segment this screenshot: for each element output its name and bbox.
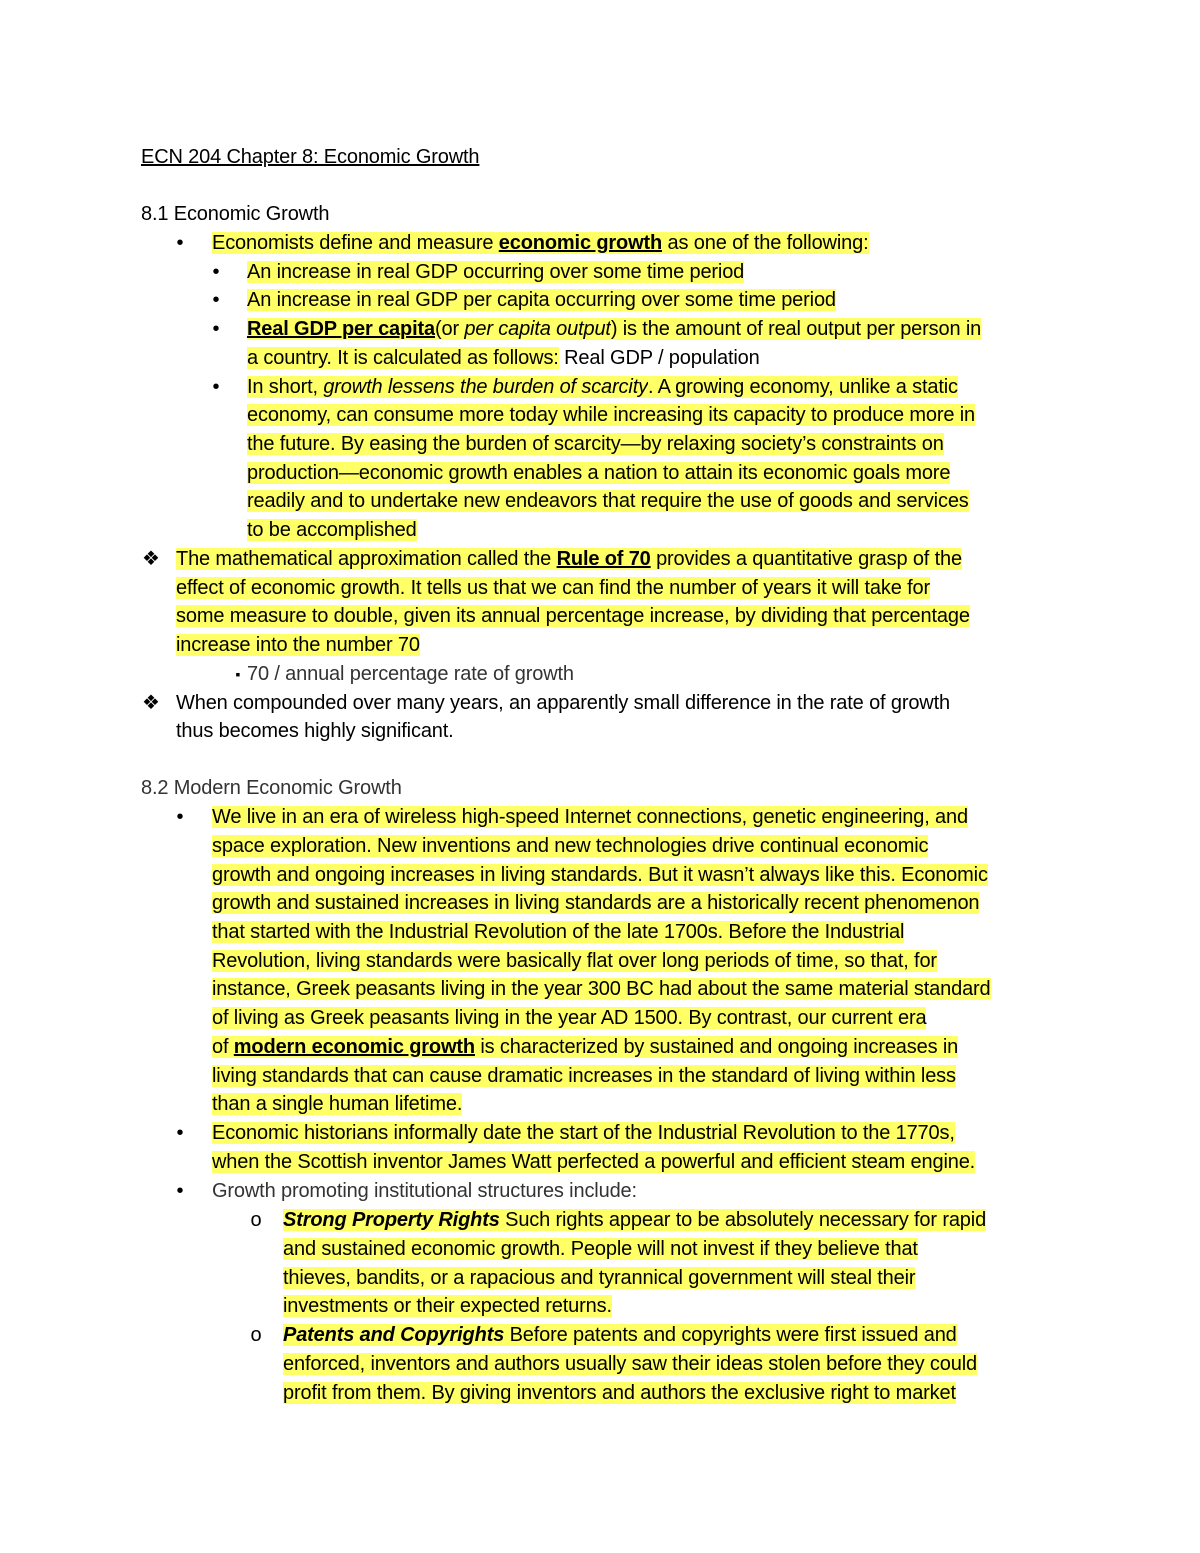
list-item-continuation [212,832,928,860]
list-item-continuation [212,1062,956,1090]
text-run: production—economic growth enables a nation to attain its economic goals more [247,462,951,484]
text-run: instance, Greek peasants living in the year 300 BC had about the same material standard [212,978,991,1000]
square-bullet-icon: ▪ [235,666,241,682]
text-run: Before patents and copyrights were first issued and [504,1324,957,1346]
text-run: as one of the following: [662,232,869,254]
list-item: When compounded over many years, an apparently small difference in the rate of growth [176,692,950,714]
list-item-continuation [212,1090,462,1118]
text-run: The mathematical approximation called the [176,548,557,570]
list-item-continuation [212,1033,958,1061]
text-run: Real GDP / population [558,347,760,369]
text-run: thieves, bandits, or a rapacious and tyrannical government will steal their [283,1267,916,1289]
text-run: Revolution, living standards were basically flat over long periods of time, so that, for [212,950,937,972]
list-item-continuation [176,602,970,630]
text-run: the future. By easing the burden of scarcity—by relaxing society’s constraints on [247,433,944,455]
list-item-continuation [247,516,417,544]
text-run: than a single human lifetime. [212,1093,463,1115]
bullet-marker: • [212,376,220,398]
text-run: and sustained economic growth. People will not invest if they believe that [283,1238,918,1260]
list-item-continuation [212,947,937,975]
bullet-marker: • [176,1122,184,1144]
circle-bullet-icon: o [250,1324,262,1346]
text-run: per capita output [464,318,611,340]
list-item [212,803,968,831]
list-item: 70 / annual percentage rate of growth [247,663,574,685]
text-run: of [212,1036,234,1058]
text-run: to be accomplished [247,519,417,541]
text-run: that started with the Industrial Revolution of the late 1700s. Before the Industrial [212,921,905,943]
text-run: provides a quantitative grasp of the [650,548,962,570]
circle-bullet-icon: o [250,1209,262,1231]
key-term: economic growth [498,232,663,254]
list-item [283,1321,957,1349]
text-run: . A growing economy, unlike a static [647,376,958,398]
key-term: Patents and Copyrights [283,1324,505,1346]
diamond-bullet-icon: ❖ [142,548,160,570]
list-item-continuation: thus becomes highly significant. [176,720,454,742]
list-item-continuation [176,631,420,659]
key-term: Rule of 70 [556,548,651,570]
diamond-bullet-icon: ❖ [142,692,160,714]
list-item-continuation [212,1004,926,1032]
text-run: growth and sustained increases in living standards are a historically recent phenomenon [212,892,980,914]
page-title: ECN 204 Chapter 8: Economic Growth [141,146,480,168]
list-item-continuation [247,487,969,515]
key-term: Real GDP per capita [247,318,435,340]
list-item [247,258,744,286]
text-run: growth lessens the burden of scarcity [323,376,648,398]
list-item-continuation [212,975,991,1003]
bullet-marker: • [176,806,184,828]
list-item-continuation [212,889,979,917]
text-run: effect of economic growth. It tells us that we can find the number of years it will take for [176,577,930,599]
text-run: Economists define and measure [212,232,499,254]
text-run: investments or their expected returns. [283,1295,612,1317]
text-run: economy, can consume more today while increasing its capacity to produce more in [247,404,975,426]
list-item-continuation [176,574,930,602]
text-run: some measure to double, given its annual percentage increase, by dividing that percentage [176,605,970,627]
text-run: space exploration. New inventions and new technologies drive continual economic [212,835,929,857]
list-item [247,315,981,343]
bullet-marker: • [176,1180,184,1202]
text-run: growth and ongoing increases in living standards. But it wasn’t always like this. Economic [212,864,988,886]
text-run: of living as Greek peasants living in the year AD 1500. By contrast, our current era [212,1007,927,1029]
text-run: is characterized by sustained and ongoing increases in [474,1036,959,1058]
list-item-continuation [212,1148,975,1176]
text-run: An increase in real GDP occurring over some time period [247,261,745,283]
list-item-continuation [283,1379,956,1407]
bullet-marker: • [212,318,220,340]
list-item-continuation [247,344,760,372]
list-item-continuation [212,861,988,889]
key-term: modern economic growth [233,1036,475,1058]
text-run: when the Scottish inventor James Watt perfected a powerful and efficient steam engine. [212,1151,976,1173]
text-run: profit from them. By giving inventors and authors the exclusive right to market [283,1382,956,1404]
text-run: An increase in real GDP per capita occurring over some time period [247,289,836,311]
list-item [212,1119,955,1147]
key-term: Strong Property Rights [283,1209,500,1231]
list-item-continuation [283,1235,918,1263]
list-item-continuation [212,918,904,946]
text-run: increase into the number 70 [176,634,420,656]
list-item [283,1206,986,1234]
section-heading-8-2: 8.2 Modern Economic Growth [141,777,402,799]
text-run: (or [434,318,465,340]
bullet-marker: • [176,232,184,254]
text-run: In short, [247,376,324,398]
list-item-continuation [283,1350,977,1378]
list-item-continuation [283,1292,612,1320]
list-item-continuation [247,430,944,458]
text-run: ) is the amount of real output per person in [610,318,982,340]
text-run: Such rights appear to be absolutely necessary for rapid [499,1209,987,1231]
section-heading-8-1: 8.1 Economic Growth [141,203,330,225]
text-run: Economic historians informally date the start of the Industrial Revolution to the 1770s, [212,1122,955,1144]
list-item [247,373,958,401]
list-item: Growth promoting institutional structures include: [212,1180,637,1202]
list-item-continuation [247,459,950,487]
list-item-continuation [283,1264,915,1292]
text-run: a country. It is calculated as follows: [247,347,559,369]
bullet-marker: • [212,289,220,311]
list-item [176,545,962,573]
text-run: living standards that can cause dramatic increases in the standard of living within less [212,1065,956,1087]
text-run: enforced, inventors and authors usually saw their ideas stolen before they could [283,1353,977,1375]
list-item-continuation [247,401,975,429]
bullet-marker: • [212,261,220,283]
list-item [247,286,836,314]
text-run: We live in an era of wireless high-speed Internet connections, genetic engineering, and [212,806,968,828]
list-item [212,229,869,257]
text-run: readily and to undertake new endeavors that require the use of goods and services [247,490,969,512]
